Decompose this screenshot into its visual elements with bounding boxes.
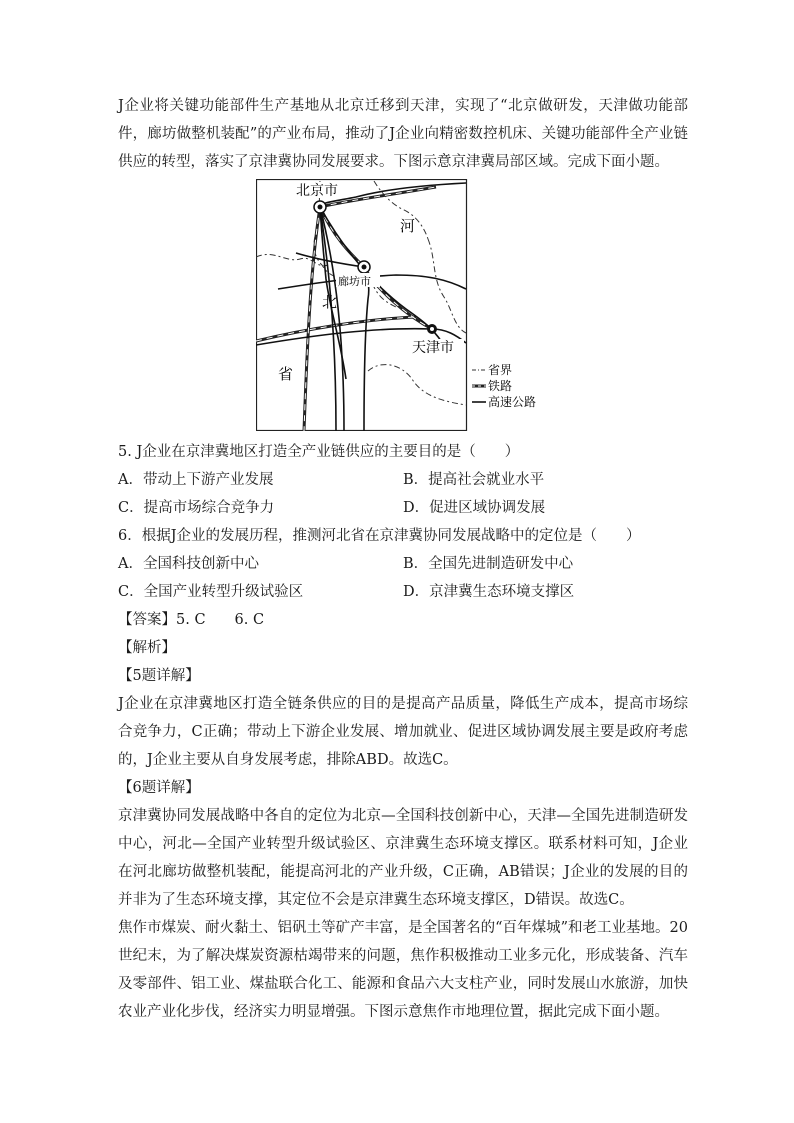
langfang-marker xyxy=(358,261,370,273)
sheng-char-label: 省 xyxy=(278,365,294,383)
answer-line: 【答案】5. C 6. C xyxy=(118,612,265,628)
legend-railway-label: 铁路 xyxy=(488,379,513,393)
analysis-heading: 【解析】 xyxy=(118,640,176,656)
q6-detail-text: 京津冀协同发展战略中各自的定位为北京—全国科技创新中心，天津—全国先进制造研发中心，河北—全国产业转型升级试验区、京津冀生态环境支撑区。联系材料可知，J企业在河北廊坊做整机装配，能提高河北的产业升级，C正确，AB错误；J企业的发展的目的并非为了生态环境支撑，其定位不会是京津冀生态环境支撑区，D错误。故选C。 xyxy=(118,808,688,908)
q6-options-row-2 xyxy=(118,578,688,606)
intro-paragraph-2: 焦作市煤炭、耐火黏土、铝矾土等矿产丰富，是全国著名的“百年煤城”和老工业基地。20世纪末，为了解决煤炭资源枯竭带来的问题，焦作积极推动工业多元化，形成装备、汽车及零部件、铝工业、煤盐联合化工、能源和食品六大支柱产业，同时发展山水旅游，加快农业产业化步伐，经济实力明显增强。下图示意焦作市地理位置，据此完成下面小题。 xyxy=(118,920,688,1020)
tianjin-marker xyxy=(427,324,437,334)
jingjinji-map xyxy=(256,179,472,431)
q5-options-row-1 xyxy=(118,466,688,494)
q6-options-row-1 xyxy=(118,550,688,578)
q6-option-c: C．全国产业转型升级试验区 xyxy=(118,584,304,600)
legend-boundary-label: 省界 xyxy=(488,363,513,377)
bei-char-label: 北 xyxy=(322,293,338,311)
q6-option-b: B．全国先进制造研发中心 xyxy=(403,556,574,572)
q6-detail-heading: 【6题详解】 xyxy=(118,780,200,796)
q6-option-d: D．京津冀生态环境支撑区 xyxy=(403,584,575,600)
langfang-label: 廊坊市 xyxy=(338,275,371,288)
q5-option-b: B．提高社会就业水平 xyxy=(403,472,545,488)
document-page xyxy=(118,92,688,1026)
beijing-marker xyxy=(314,201,326,213)
q5-options-row-2 xyxy=(118,494,688,522)
map-figure xyxy=(118,176,688,438)
province-boundary xyxy=(368,365,466,405)
q5-option-d: D．促进区域协调发展 xyxy=(403,500,546,516)
map-frame xyxy=(257,180,467,431)
map-legend xyxy=(470,362,550,414)
q5-option-c: C．提高市场综合竞争力 xyxy=(118,500,275,516)
he-char-label: 河 xyxy=(400,217,416,235)
legend-highway-label: 高速公路 xyxy=(488,395,537,409)
intro-paragraph-1: J企业将关键功能部件生产基地从北京迁移到天津，实现了“北京做研发，天津做功能部件，廊坊做整机装配”的产业布局，推动了J企业向精密数控机床、关键功能部件全产业链供应的转型，落实了京津冀协同发展要求。下图示意京津冀局部区域。完成下面小题。 xyxy=(118,98,688,170)
q5-option-a: A．带动上下游产业发展 xyxy=(118,472,274,488)
highway-lines xyxy=(256,183,466,431)
q5-stem: 5. J企业在京津冀地区打造全产业链供应的主要目的是（ ） xyxy=(118,444,520,460)
tianjin-label: 天津市 xyxy=(412,340,454,356)
q5-detail-heading: 【5题详解】 xyxy=(118,668,200,684)
q6-option-a: A．全国科技创新中心 xyxy=(118,556,259,572)
province-boundary xyxy=(256,254,328,265)
beijing-label: 北京市 xyxy=(296,183,338,199)
q5-detail-text: J企业在京津冀地区打造全链条供应的目的是提高产品质量，降低生产成本，提高市场综合竞争力，C正确；带动上下游企业发展、增加就业、促进区域协调发展主要是政府考虑的，J企业主要从自身发展考虑，排除ABD。故选C。 xyxy=(118,696,688,768)
q6-stem: 6．根据J企业的发展历程，推测河北省在京津冀协同发展战略中的定位是（ ） xyxy=(118,528,641,544)
